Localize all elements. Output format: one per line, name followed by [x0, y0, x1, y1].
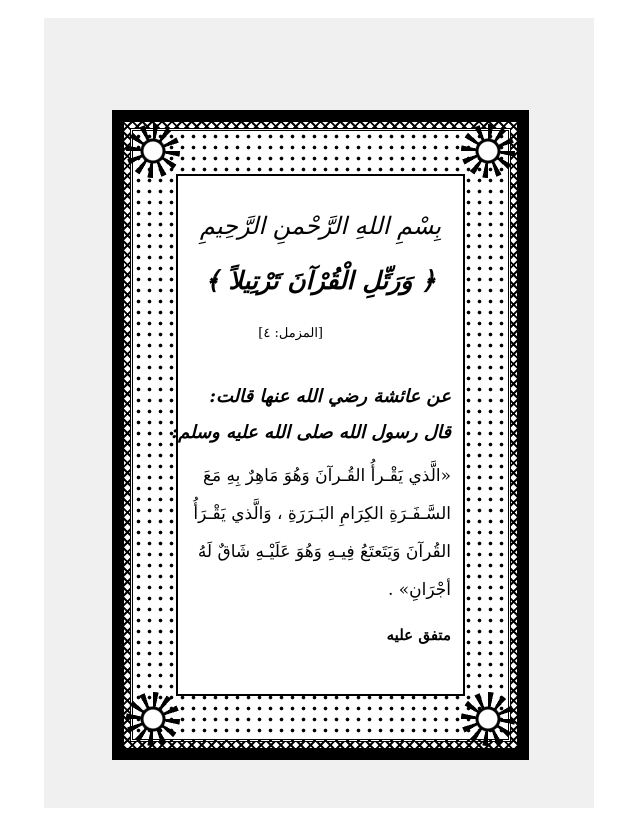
hadith-line: السَّـفَـرَةِ الكِرَامِ البَـرَرَةِ ، وَالَّذي يَقْـرَأُ [193, 504, 451, 524]
ornamental-frame [112, 110, 529, 760]
narrator-line: عن عائشة رضي الله عنها قالت: [209, 386, 451, 407]
quran-verse: ﴿ وَرَتِّلِ الْقُرْآنَ تَرْتِيلاً ﴾ [205, 266, 436, 295]
verse-reference: [المزمل: ٤] [258, 326, 323, 341]
corner-ornament-icon [126, 692, 180, 746]
corner-ornament-icon [461, 124, 515, 178]
prophet-quote-intro: قال رسول الله صلى الله عليه وسلم: [171, 422, 451, 443]
corner-ornament-icon [126, 124, 180, 178]
content-panel [171, 174, 465, 696]
corner-ornament-icon [461, 692, 515, 746]
hadith-line: أجْرَانِ» . [387, 580, 451, 600]
hadith-line: «الَّذي يَقْـرأُ القُـرآنَ وَهُوَ مَاهِرٌ بِهِ مَعَ [202, 466, 451, 486]
hadith-line: القُرآنَ وَيَتَعتَعُ فِيـهِ وَهُوَ عَلَيْـهِ شَاقٌ لَهُ [197, 542, 451, 562]
hadith-source: متفق عليه [386, 626, 451, 644]
basmala-heading: بِسْمِ اللهِ الرَّحْمنِ الرَّحِيمِ [199, 212, 442, 240]
